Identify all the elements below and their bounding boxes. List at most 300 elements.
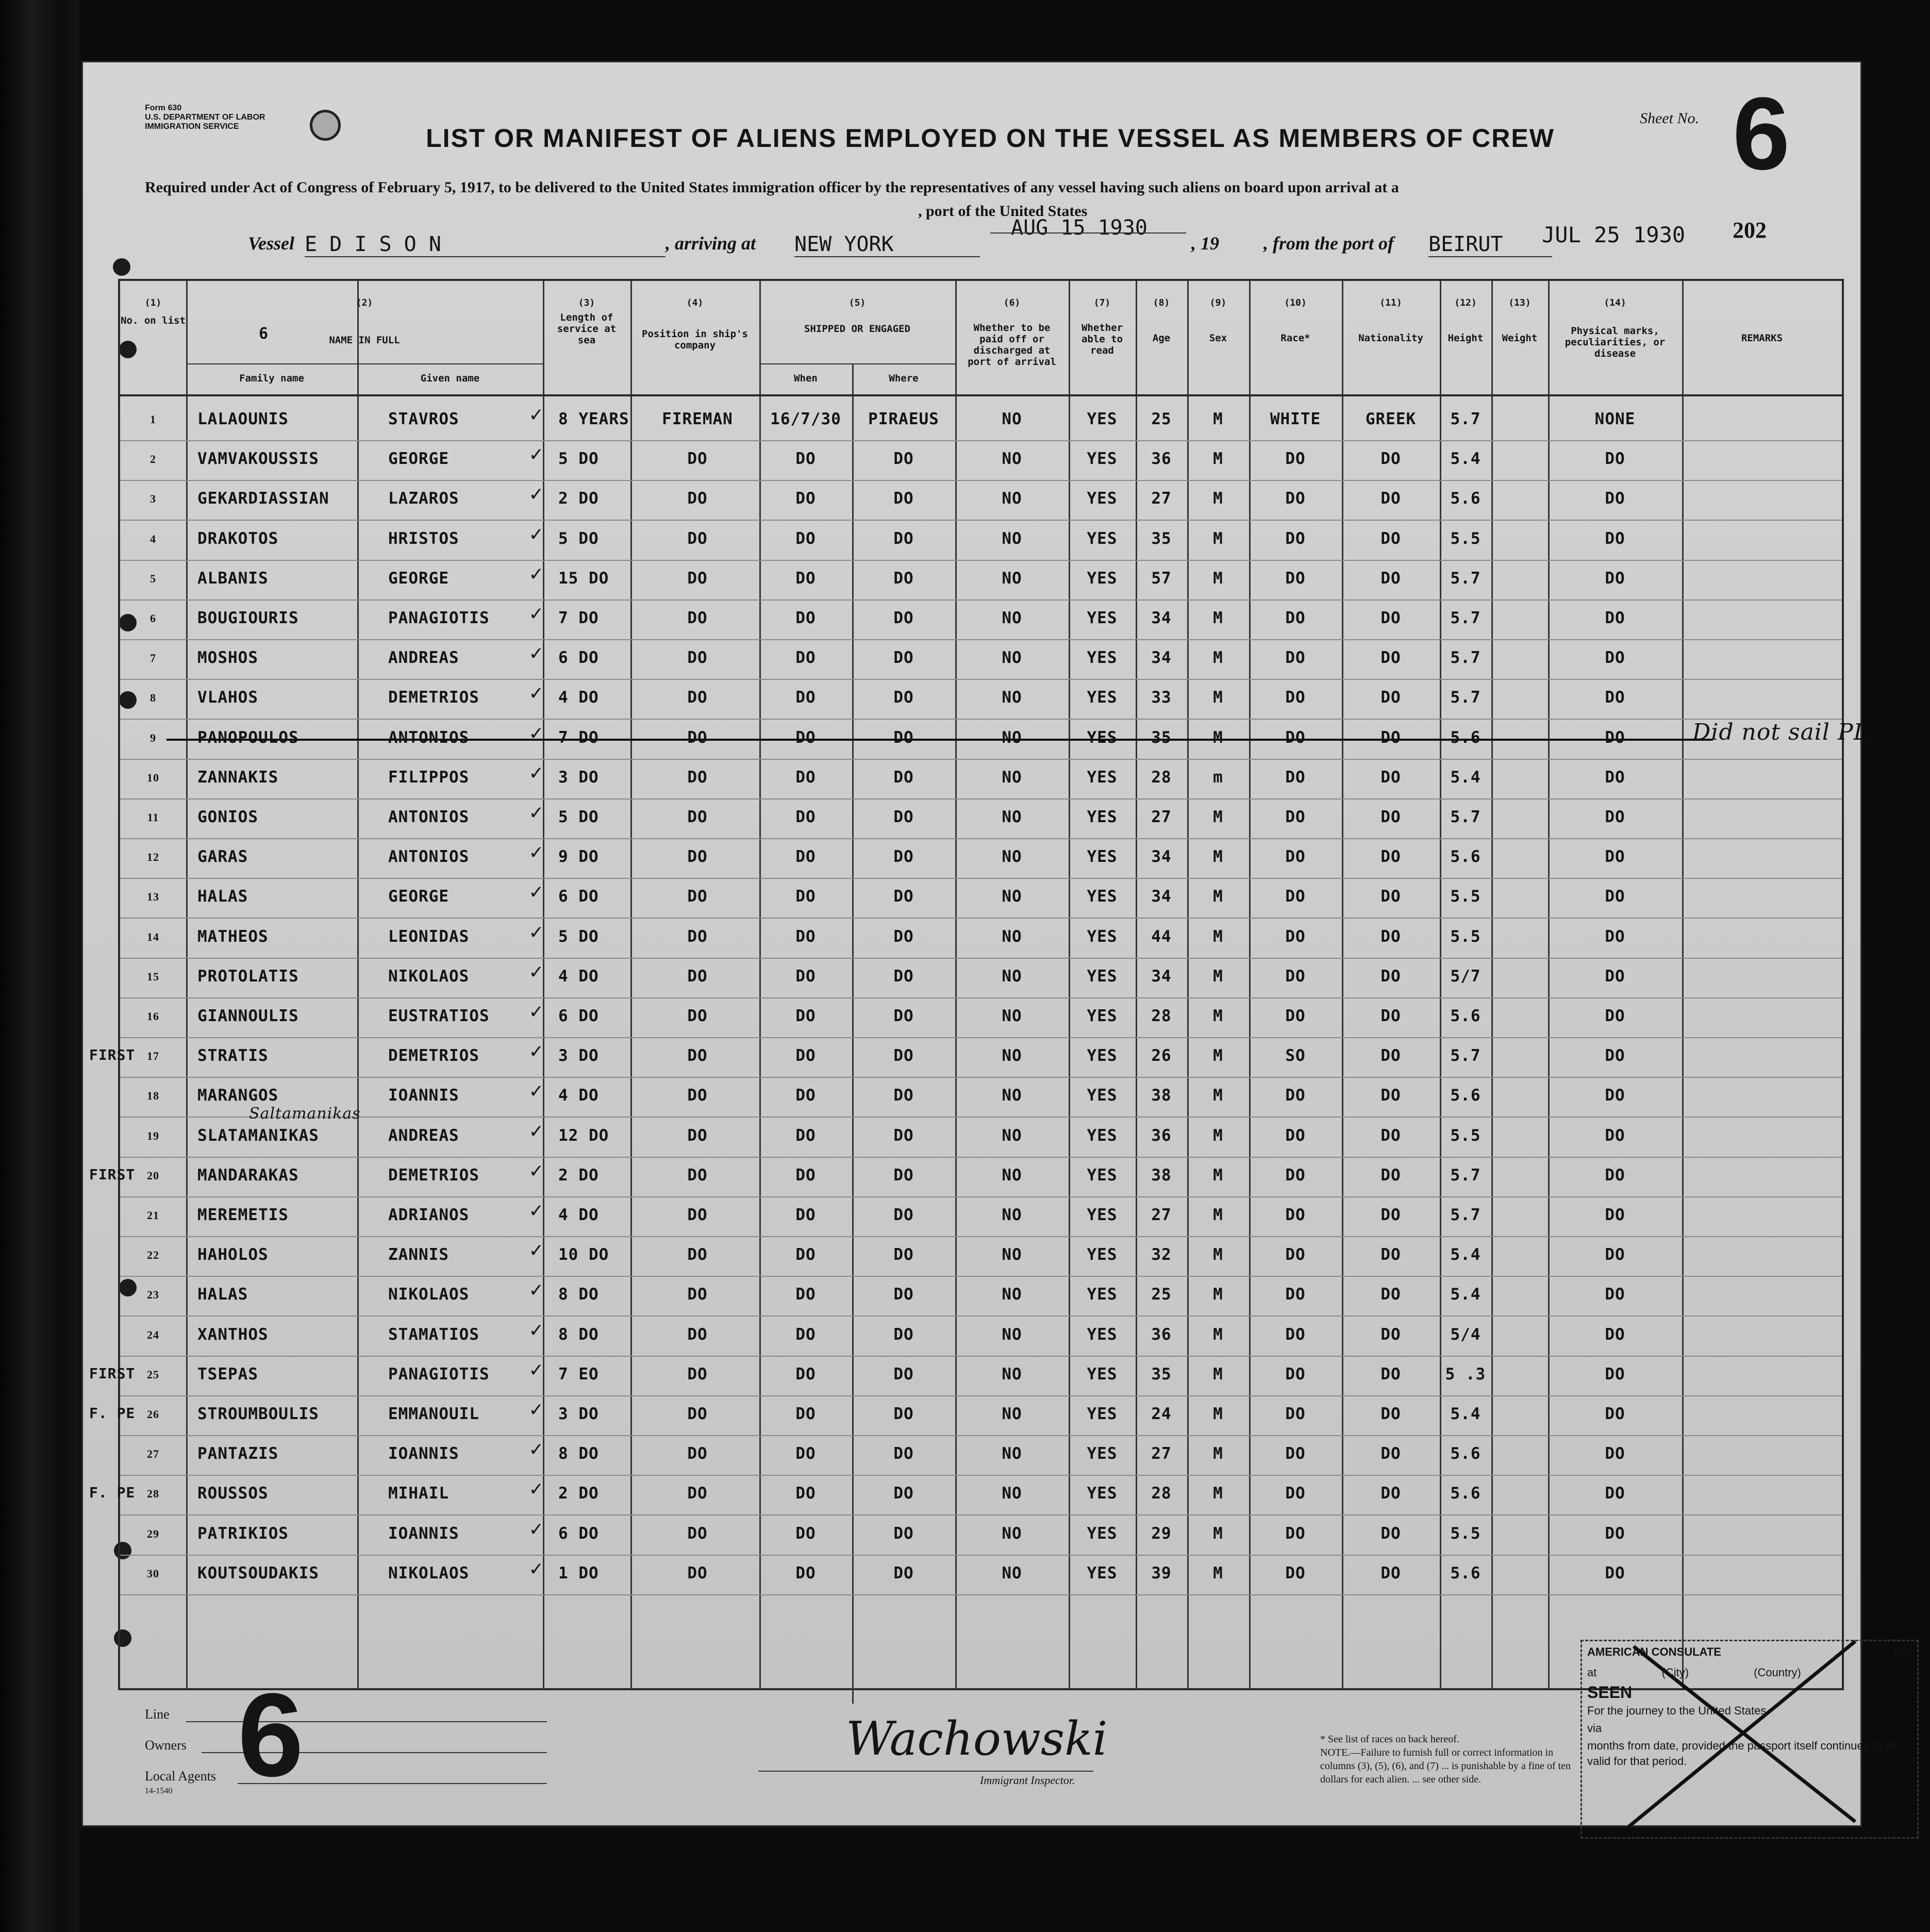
- cell-paid: NO: [1002, 410, 1022, 428]
- cell-family: XANTHOS: [197, 1325, 269, 1344]
- race-note: [1320, 1733, 1588, 1786]
- cell-position: DO: [687, 1165, 708, 1185]
- cell-service: 4 DO: [558, 967, 599, 986]
- cell-given: NIKOLAOS: [388, 1285, 470, 1304]
- cell-read: YES: [1087, 1325, 1118, 1344]
- cell-no: 5: [150, 572, 156, 585]
- cell-marks: DO: [1605, 808, 1625, 826]
- cell-height: 5.6: [1450, 1484, 1481, 1503]
- cell-nat: DO: [1380, 1364, 1401, 1384]
- cell-age: 34: [1151, 648, 1172, 668]
- cell-paid: NO: [1002, 1364, 1022, 1384]
- cell-no: 22: [147, 1248, 159, 1262]
- cell-height: 5.6: [1450, 1007, 1481, 1025]
- cell-age: 27: [1151, 1206, 1172, 1224]
- cell-service: 2 DO: [558, 489, 599, 508]
- cell-height: 5.7: [1450, 609, 1481, 627]
- table-row: [120, 958, 1842, 998]
- cell-when: DO: [795, 489, 816, 508]
- cell-given: GEORGE: [388, 887, 449, 906]
- cell-no: 21: [147, 1209, 159, 1222]
- cell-given: GEORGE: [388, 449, 449, 469]
- cell-position: DO: [687, 1524, 708, 1543]
- cell-race: DO: [1285, 648, 1306, 668]
- form-code: 14-1540: [145, 1787, 173, 1795]
- cell-sex: M: [1213, 1405, 1223, 1423]
- cell-sex: M: [1213, 648, 1223, 668]
- cell-nat: DO: [1380, 569, 1401, 588]
- cell-position: DO: [687, 967, 708, 986]
- cell-paid: NO: [1002, 1444, 1022, 1463]
- cell-sex: M: [1213, 1086, 1223, 1105]
- colnum-1: (1): [144, 297, 162, 308]
- cell-height: 5.6: [1450, 1086, 1481, 1105]
- cell-no: 2: [150, 453, 156, 466]
- cell-when: DO: [795, 648, 816, 668]
- race-note-star: * See list of races on back hereof.: [1320, 1734, 1459, 1745]
- cell-nat: DO: [1380, 967, 1401, 986]
- table-row: [120, 838, 1842, 879]
- cell-given: NIKOLAOS: [388, 967, 470, 986]
- cell-age: 27: [1151, 808, 1172, 826]
- table-row: [120, 918, 1842, 959]
- cell-marks: DO: [1605, 1007, 1625, 1025]
- cell-height: 5.6: [1450, 489, 1481, 508]
- cell-height: 5.7: [1450, 569, 1481, 588]
- consul-via: via: [1587, 1722, 1602, 1735]
- cell-marks: DO: [1605, 1524, 1625, 1543]
- cell-family: PANOPOULOS: [197, 728, 299, 747]
- cell-where: DO: [893, 449, 914, 469]
- cell-family: GARAS: [197, 847, 248, 867]
- cell-nat: DO: [1380, 688, 1401, 707]
- cell-where: DO: [893, 1563, 914, 1583]
- col-sex: Sex: [1209, 332, 1227, 344]
- colnum-10: (10): [1284, 297, 1307, 308]
- cell-marks: DO: [1605, 1364, 1625, 1384]
- table-row: [120, 679, 1842, 720]
- cell-race: DO: [1285, 808, 1306, 826]
- colnum-14: (14): [1604, 297, 1626, 308]
- cell-nat: DO: [1380, 609, 1401, 627]
- cell-paid: NO: [1002, 808, 1022, 826]
- cell-nat: DO: [1380, 1524, 1401, 1543]
- cell-position: DO: [687, 1285, 708, 1304]
- cell-family: MANDARAKAS: [197, 1165, 299, 1185]
- col-when: When: [794, 373, 818, 384]
- sheet-no-label: Sheet No.: [1640, 110, 1699, 127]
- table-row: [89, 1157, 1842, 1197]
- seal-icon: [310, 110, 341, 141]
- cell-race: DO: [1285, 1524, 1306, 1543]
- cell-given: STAVROS: [388, 410, 459, 428]
- cell-age: 26: [1151, 1046, 1172, 1065]
- cell-read: YES: [1087, 1007, 1118, 1025]
- cell-nat: DO: [1380, 1444, 1401, 1463]
- cell-no: 3: [150, 492, 156, 506]
- cell-no: 26: [147, 1408, 159, 1421]
- col-age: Age: [1152, 332, 1171, 344]
- margin-annotation: F. PE: [89, 1405, 136, 1422]
- manifest-sheet: [81, 61, 1912, 1827]
- cell-age: 27: [1151, 1444, 1172, 1463]
- cell-no: 17: [147, 1050, 159, 1063]
- cell-height: 5.4: [1450, 768, 1481, 787]
- cell-position: DO: [687, 529, 708, 548]
- line-label: Line: [145, 1707, 170, 1722]
- consul-title: AMERICAN CONSULATE: [1587, 1645, 1721, 1658]
- cell-paid: NO: [1002, 728, 1022, 747]
- check-mark-icon: ✓: [530, 920, 543, 944]
- colnum-4: (4): [686, 297, 704, 308]
- cell-when: DO: [795, 1563, 816, 1583]
- cell-race: DO: [1285, 1206, 1306, 1224]
- cell-sex: M: [1213, 1325, 1223, 1344]
- punch-hole: [113, 258, 130, 276]
- cell-race: DO: [1285, 569, 1306, 588]
- cell-family: PATRIKIOS: [197, 1524, 289, 1543]
- cell-given: IOANNIS: [388, 1524, 459, 1543]
- cell-service: 1 DO: [558, 1563, 599, 1583]
- cell-where: DO: [893, 808, 914, 826]
- cell-height: 5.7: [1450, 648, 1481, 668]
- cell-when: DO: [795, 1444, 816, 1463]
- cell-sex: M: [1213, 728, 1223, 747]
- cell-age: 25: [1151, 410, 1172, 428]
- cell-given: PANAGIOTIS: [388, 609, 490, 627]
- cell-no: 20: [147, 1169, 159, 1182]
- cell-service: 7 DO: [558, 728, 599, 747]
- table-row: [120, 1276, 1842, 1317]
- cell-nat: DO: [1380, 1325, 1401, 1344]
- cell-marks: DO: [1605, 489, 1625, 508]
- consulate-stamp: [1580, 1640, 1919, 1839]
- cell-nat: DO: [1380, 1245, 1401, 1264]
- cell-when: DO: [795, 688, 816, 707]
- cell-given: ANTONIOS: [388, 808, 470, 826]
- cell-race: DO: [1285, 688, 1306, 707]
- cell-read: YES: [1087, 449, 1118, 469]
- cell-paid: NO: [1002, 529, 1022, 548]
- cell-family: BOUGIOURIS: [197, 609, 299, 627]
- cell-marks: DO: [1605, 529, 1625, 548]
- cell-where: DO: [893, 1484, 914, 1503]
- cell-marks: DO: [1605, 569, 1625, 588]
- colnum-5: (5): [848, 297, 866, 308]
- cell-family: MATHEOS: [197, 927, 269, 946]
- cell-age: 34: [1151, 609, 1172, 627]
- cell-when: DO: [795, 1285, 816, 1304]
- margin-annotation: F. PE: [89, 1484, 136, 1502]
- cell-nat: DO: [1380, 529, 1401, 548]
- cell-position: DO: [687, 449, 708, 469]
- cell-family: GIANNOULIS: [197, 1007, 299, 1025]
- from-port: BEIRUT: [1428, 232, 1552, 257]
- cell-position: DO: [687, 1405, 708, 1423]
- cell-read: YES: [1087, 529, 1118, 548]
- colnum-11: (11): [1379, 297, 1402, 308]
- cell-height: 5.6: [1450, 1444, 1481, 1463]
- col-able-read: Whether able to read: [1081, 322, 1123, 356]
- cell-no: 6: [150, 612, 156, 625]
- cell-given: MIHAIL: [388, 1484, 449, 1503]
- cell-read: YES: [1087, 1206, 1118, 1224]
- cell-height: 5.5: [1450, 887, 1481, 906]
- cell-service: 3 DO: [558, 1046, 599, 1065]
- cell-marks: DO: [1605, 1405, 1625, 1423]
- cell-marks: DO: [1605, 1165, 1625, 1185]
- cell-marks: DO: [1605, 1086, 1625, 1105]
- cell-service: 8 YEARS: [558, 410, 629, 428]
- cell-where: DO: [893, 1206, 914, 1224]
- col-no-on-list: No. on list: [121, 315, 186, 326]
- table-row: [120, 401, 1842, 441]
- cell-where: DO: [893, 768, 914, 787]
- cell-paid: NO: [1002, 569, 1022, 588]
- cell-sex: M: [1213, 1484, 1223, 1503]
- cell-where: DO: [893, 887, 914, 906]
- cell-family: PANTAZIS: [197, 1444, 279, 1463]
- cell-race: DO: [1285, 768, 1306, 787]
- cell-service: 7 EO: [558, 1364, 599, 1384]
- cell-read: YES: [1087, 808, 1118, 826]
- cell-paid: NO: [1002, 887, 1022, 906]
- cell-service: 6 DO: [558, 1524, 599, 1543]
- act-subtitle: [145, 176, 1846, 223]
- table-row: [120, 1104, 1842, 1158]
- cell-position: DO: [687, 1086, 708, 1105]
- col-name-in-full: NAME IN FULL: [329, 335, 400, 346]
- cell-given: DEMETRIOS: [388, 1046, 479, 1065]
- cell-when: DO: [795, 569, 816, 588]
- cell-remarks: Did not sail PL.: [1692, 719, 1877, 745]
- cell-service: 6 DO: [558, 648, 599, 668]
- cell-read: YES: [1087, 1126, 1118, 1145]
- cell-position: DO: [687, 728, 708, 747]
- cell-when: DO: [795, 768, 816, 787]
- cell-when: DO: [795, 927, 816, 946]
- check-mark-icon: ✓: [530, 1198, 543, 1222]
- logo-line: Form 630: [145, 104, 182, 112]
- consul-city: (City): [1661, 1666, 1689, 1679]
- cell-marks: DO: [1605, 1484, 1625, 1503]
- check-mark-icon: ✓: [530, 1000, 543, 1023]
- cell-nat: DO: [1380, 768, 1401, 787]
- cell-marks: DO: [1605, 1126, 1625, 1145]
- cell-when: DO: [795, 1086, 816, 1105]
- cell-age: 25: [1151, 1285, 1172, 1304]
- cell-family: TSEPAS: [197, 1364, 258, 1384]
- owners-label: Owners: [145, 1738, 187, 1753]
- cell-sex: M: [1213, 808, 1223, 826]
- cell-given: ANTONIOS: [388, 847, 470, 867]
- check-mark-icon: ✓: [530, 522, 543, 546]
- cell-age: 28: [1151, 1007, 1172, 1025]
- cell-sex: M: [1213, 1245, 1223, 1264]
- cell-family: MARANGOS: [197, 1086, 279, 1105]
- cell-read: YES: [1087, 1444, 1118, 1463]
- check-mark-icon: ✓: [530, 1556, 543, 1580]
- sheet-no: 6: [1733, 76, 1790, 191]
- cell-marks: DO: [1605, 927, 1625, 946]
- cell-race: DO: [1285, 1364, 1306, 1384]
- cell-given: IOANNIS: [388, 1444, 459, 1463]
- cell-family: HALAS: [197, 887, 248, 906]
- margin-annotation: FIRST: [89, 1165, 136, 1183]
- cell-age: 29: [1151, 1524, 1172, 1543]
- arriving-port: NEW YORK: [794, 232, 980, 257]
- cell-race: DO: [1285, 927, 1306, 946]
- cell-marks: DO: [1605, 1206, 1625, 1224]
- cell-when: DO: [795, 1007, 816, 1025]
- cell-sex: m: [1213, 768, 1223, 787]
- cell-nat: DO: [1380, 1046, 1401, 1065]
- cell-age: 34: [1151, 847, 1172, 867]
- name-sheet-no: 6: [258, 325, 269, 343]
- cell-position: DO: [687, 808, 708, 826]
- check-mark-icon: ✓: [530, 1318, 543, 1342]
- cell-where: DO: [893, 529, 914, 548]
- cell-where: DO: [893, 1245, 914, 1264]
- big-sheet-number: 6: [238, 1669, 304, 1801]
- check-mark-icon: ✓: [530, 1397, 543, 1421]
- cell-where: DO: [893, 1405, 914, 1423]
- cell-marks: DO: [1605, 1046, 1625, 1065]
- cell-sex: M: [1213, 887, 1223, 906]
- cell-paid: NO: [1002, 1563, 1022, 1583]
- cell-sex: M: [1213, 847, 1223, 867]
- consul-valid: months from date, provided the passport itself continues to be valid for that period.: [1587, 1739, 1898, 1768]
- page-title: LIST OR MANIFEST OF ALIENS EMPLOYED ON THE VESSEL AS MEMBERS OF CREW: [426, 124, 1555, 153]
- cell-no: 1: [150, 413, 156, 426]
- cell-marks: DO: [1605, 609, 1625, 627]
- colnum-7: (7): [1093, 297, 1111, 308]
- cell-where: DO: [893, 1086, 914, 1105]
- cell-family: ZANNAKIS: [197, 768, 279, 787]
- colnum-6: (6): [1003, 297, 1021, 308]
- subtitle-line-1: Required under Act of Congress of February 5, 1917, to be delivered to the United States immigration officer by the representatives of any vessel having such aliens on board upon arrival at a: [145, 179, 1399, 196]
- check-mark-icon: ✓: [530, 1517, 543, 1541]
- cell-nat: DO: [1380, 808, 1401, 826]
- cell-race: DO: [1285, 847, 1306, 867]
- consul-country: (Country): [1754, 1666, 1801, 1679]
- cell-paid: NO: [1002, 1285, 1022, 1304]
- cell-where: DO: [893, 847, 914, 867]
- cell-race: DO: [1285, 887, 1306, 906]
- cell-no: 8: [150, 691, 156, 705]
- cell-position: DO: [687, 688, 708, 707]
- departure-date-stamp: JUL 25 1930: [1542, 222, 1686, 247]
- check-mark-icon: ✓: [530, 442, 543, 467]
- cell-sex: M: [1213, 1046, 1223, 1065]
- cell-when: DO: [795, 1405, 816, 1423]
- cell-position: DO: [687, 927, 708, 946]
- cell-race: DO: [1285, 1007, 1306, 1025]
- cell-age: 35: [1151, 529, 1172, 548]
- cell-family: MOSHOS: [197, 648, 258, 668]
- table-row: [120, 1236, 1842, 1277]
- table-row: [120, 1316, 1842, 1357]
- cell-family: HAHOLOS: [197, 1245, 269, 1264]
- cell-when: DO: [795, 529, 816, 548]
- cell-race: DO: [1285, 1563, 1306, 1583]
- cell-read: YES: [1087, 728, 1118, 747]
- check-mark-icon: ✓: [530, 561, 543, 586]
- table-row: [120, 1555, 1842, 1595]
- cell-service: 3 DO: [558, 1405, 599, 1423]
- cell-given: ANTONIOS: [388, 728, 470, 747]
- cell-read: YES: [1087, 648, 1118, 668]
- cell-height: 5.4: [1450, 1285, 1481, 1304]
- cell-when: DO: [795, 967, 816, 986]
- cell-sex: M: [1213, 927, 1223, 946]
- colnum-8: (8): [1153, 297, 1170, 308]
- cell-family: ALBANIS: [197, 569, 269, 588]
- cell-height: 5.7: [1450, 410, 1481, 428]
- check-mark-icon: ✓: [530, 1039, 543, 1063]
- col-weight: Weight: [1502, 332, 1538, 344]
- cell-given: LAZAROS: [388, 489, 459, 508]
- cell-no: 12: [147, 851, 159, 864]
- cell-sex: M: [1213, 967, 1223, 986]
- cell-age: 33: [1151, 688, 1172, 707]
- cell-paid: NO: [1002, 1007, 1022, 1025]
- cell-nat: DO: [1380, 449, 1401, 469]
- cell-service: 5 DO: [558, 808, 599, 826]
- cell-height: 5/7: [1450, 967, 1481, 986]
- cell-nat: DO: [1380, 927, 1401, 946]
- cell-where: DO: [893, 1364, 914, 1384]
- cell-age: 44: [1151, 927, 1172, 946]
- cell-read: YES: [1087, 768, 1118, 787]
- cell-given: DEMETRIOS: [388, 1165, 479, 1185]
- margin-annotation: FIRST: [89, 1364, 136, 1382]
- cell-position: DO: [687, 1444, 708, 1463]
- cell-given: DEMETRIOS: [388, 688, 479, 707]
- cell-where: DO: [893, 1126, 914, 1145]
- cell-marks: DO: [1605, 1245, 1625, 1264]
- cell-position: DO: [687, 1126, 708, 1145]
- agents-label: Local Agents: [145, 1769, 216, 1784]
- cell-no: 11: [147, 811, 159, 824]
- colnum-12: (12): [1454, 297, 1477, 308]
- cell-given: ANDREAS: [388, 648, 459, 668]
- cell-height: 5.6: [1450, 847, 1481, 867]
- col-physical: Physical marks, peculiarities, or disease: [1565, 325, 1666, 359]
- cell-paid: NO: [1002, 688, 1022, 707]
- cell-position: DO: [687, 1484, 708, 1503]
- cell-paid: NO: [1002, 847, 1022, 867]
- cell-height: 5.4: [1450, 1405, 1481, 1423]
- col-nationality: Nationality: [1358, 332, 1423, 344]
- cell-sex: M: [1213, 489, 1223, 508]
- cell-race: DO: [1285, 1245, 1306, 1264]
- table-row: [120, 599, 1842, 640]
- cell-when: DO: [795, 609, 816, 627]
- cell-paid: NO: [1002, 1086, 1022, 1105]
- cell-family: VAMVAKOUSSIS: [197, 449, 319, 469]
- cell-read: YES: [1087, 1245, 1118, 1264]
- cell-age: 34: [1151, 887, 1172, 906]
- table-row: [89, 1395, 1842, 1436]
- check-mark-icon: ✓: [530, 1477, 543, 1501]
- cell-nat: DO: [1380, 1285, 1401, 1304]
- cell-service: 9 DO: [558, 847, 599, 867]
- cell-no: 10: [147, 771, 159, 784]
- cell-marks: DO: [1605, 768, 1625, 787]
- cell-service: 6 DO: [558, 1007, 599, 1025]
- cell-service: 8 DO: [558, 1325, 599, 1344]
